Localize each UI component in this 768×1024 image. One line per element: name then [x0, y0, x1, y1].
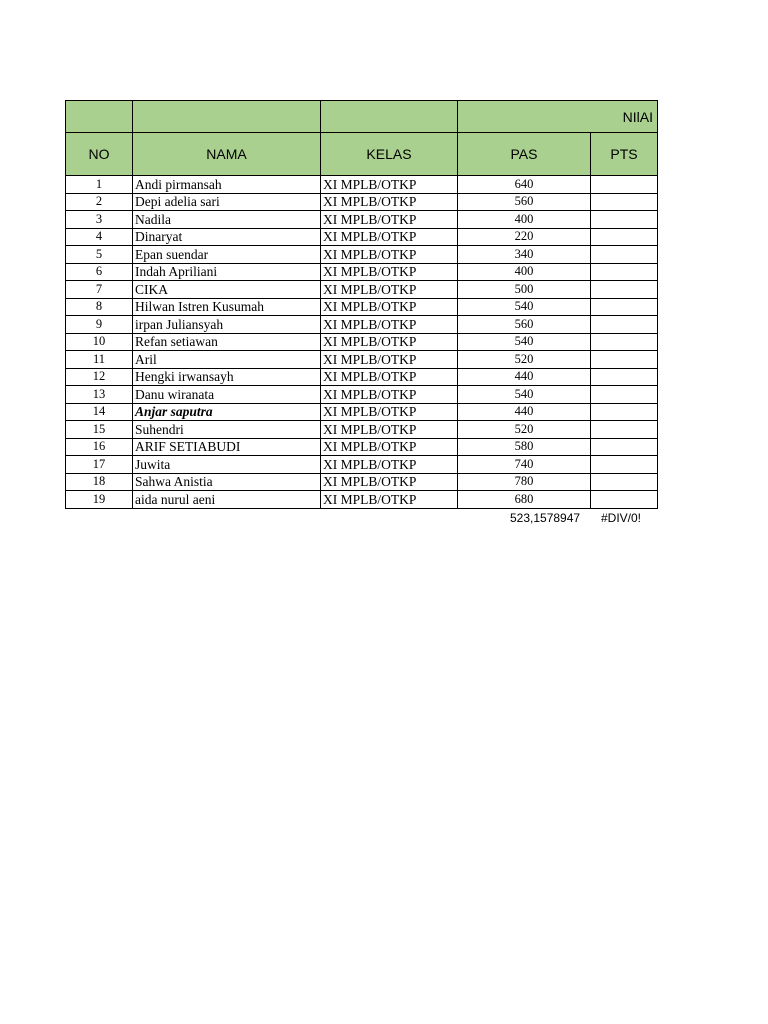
table-row — [66, 368, 658, 386]
cell-nama[interactable]: ARIF SETIABUDI — [133, 438, 321, 456]
cell-pas[interactable]: 400 — [458, 211, 591, 229]
pts-average-error[interactable]: #DIV/0! — [601, 510, 642, 525]
cell-pas[interactable]: 220 — [458, 228, 591, 246]
table-row — [66, 386, 658, 404]
cell-no[interactable]: 1 — [66, 176, 133, 194]
cell-kelas[interactable]: XI MPLB/OTKP — [321, 421, 458, 439]
cell-kelas[interactable]: XI MPLB/OTKP — [321, 473, 458, 491]
table-row — [66, 246, 658, 264]
cell-kelas[interactable]: XI MPLB/OTKP — [321, 351, 458, 369]
cell-pas[interactable]: 340 — [458, 246, 591, 264]
table-row — [66, 438, 658, 456]
table-row — [66, 491, 658, 509]
header-empty-cell[interactable] — [321, 101, 458, 133]
cell-kelas[interactable]: XI MPLB/OTKP — [321, 193, 458, 211]
cell-nama[interactable]: Epan suendar — [133, 246, 321, 264]
cell-nama[interactable]: Depi adelia sari — [133, 193, 321, 211]
header-row-columns — [66, 133, 658, 176]
grades-table — [65, 100, 658, 509]
cell-pts[interactable] — [591, 473, 658, 491]
cell-pas[interactable]: 440 — [458, 368, 591, 386]
header-empty-cell[interactable] — [133, 101, 321, 133]
cell-nama[interactable]: Aril — [133, 351, 321, 369]
cell-no[interactable]: 16 — [66, 438, 133, 456]
table-row — [66, 298, 658, 316]
cell-pas[interactable]: 400 — [458, 263, 591, 281]
cell-no[interactable]: 18 — [66, 473, 133, 491]
cell-pas[interactable]: 540 — [458, 298, 591, 316]
cell-kelas[interactable]: XI MPLB/OTKP — [321, 403, 458, 421]
table-row — [66, 316, 658, 334]
cell-pts[interactable] — [591, 298, 658, 316]
cell-pts[interactable] — [591, 421, 658, 439]
cell-pts[interactable] — [591, 228, 658, 246]
cell-pas[interactable]: 680 — [458, 491, 591, 509]
cell-nama[interactable]: Dinaryat — [133, 228, 321, 246]
nilai-header-label: NIlAI — [622, 108, 653, 125]
cell-pts[interactable] — [591, 193, 658, 211]
cell-nama[interactable]: Juwita — [133, 456, 321, 474]
cell-pas[interactable]: 580 — [458, 438, 591, 456]
cell-pts[interactable] — [591, 491, 658, 509]
cell-pts[interactable] — [591, 351, 658, 369]
cell-no[interactable]: 4 — [66, 228, 133, 246]
cell-pts[interactable] — [591, 316, 658, 334]
cell-no[interactable]: 6 — [66, 263, 133, 281]
cell-nama[interactable]: Indah Apriliani — [133, 263, 321, 281]
cell-nama[interactable]: CIKA — [133, 281, 321, 299]
cell-no[interactable]: 14 — [66, 403, 133, 421]
cell-nama[interactable]: Refan setiawan — [133, 333, 321, 351]
cell-kelas[interactable]: XI MPLB/OTKP — [321, 438, 458, 456]
cell-kelas[interactable]: XI MPLB/OTKP — [321, 333, 458, 351]
cell-pas[interactable]: 540 — [458, 333, 591, 351]
cell-no[interactable]: 13 — [66, 386, 133, 404]
cell-kelas[interactable]: XI MPLB/OTKP — [321, 316, 458, 334]
cell-pts[interactable] — [591, 211, 658, 229]
cell-nama[interactable]: Danu wiranata — [133, 386, 321, 404]
table-row — [66, 176, 658, 194]
cell-pts[interactable] — [591, 176, 658, 194]
cell-no[interactable]: 3 — [66, 211, 133, 229]
cell-nama[interactable]: Andi pirmansah — [133, 176, 321, 194]
cell-pas[interactable]: 440 — [458, 403, 591, 421]
cell-no[interactable]: 19 — [66, 491, 133, 509]
table-row — [66, 193, 658, 211]
cell-no[interactable]: 2 — [66, 193, 133, 211]
cell-no[interactable]: 12 — [66, 368, 133, 386]
cell-pas[interactable]: 500 — [458, 281, 591, 299]
cell-nama[interactable]: Hengki irwansayh — [133, 368, 321, 386]
cell-kelas[interactable]: XI MPLB/OTKP — [321, 368, 458, 386]
cell-kelas[interactable]: XI MPLB/OTKP — [321, 176, 458, 194]
cell-pas[interactable]: 540 — [458, 386, 591, 404]
cell-pts[interactable] — [591, 456, 658, 474]
cell-pts[interactable] — [591, 281, 658, 299]
column-header-nama[interactable]: NAMA — [133, 133, 321, 176]
cell-pts[interactable] — [591, 333, 658, 351]
cell-no[interactable]: 11 — [66, 351, 133, 369]
table-row — [66, 281, 658, 299]
cell-pts[interactable] — [591, 438, 658, 456]
column-header-no[interactable]: NO — [66, 133, 133, 176]
summary-row — [65, 509, 657, 527]
cell-kelas[interactable]: XI MPLB/OTKP — [321, 386, 458, 404]
cell-no[interactable]: 10 — [66, 333, 133, 351]
cell-pas[interactable]: 640 — [458, 176, 591, 194]
cell-pas[interactable]: 780 — [458, 473, 591, 491]
header-empty-cell[interactable] — [66, 101, 133, 133]
cell-nama[interactable]: Sahwa Anistia — [133, 473, 321, 491]
table-row — [66, 228, 658, 246]
cell-pts[interactable] — [591, 368, 658, 386]
cell-kelas[interactable]: XI MPLB/OTKP — [321, 211, 458, 229]
table-body — [66, 176, 658, 509]
nilai-header-cell[interactable] — [458, 101, 658, 133]
table-row — [66, 211, 658, 229]
cell-kelas[interactable]: XI MPLB/OTKP — [321, 456, 458, 474]
cell-no[interactable]: 5 — [66, 246, 133, 264]
cell-nama[interactable]: Nadila — [133, 211, 321, 229]
header-row-top — [66, 101, 658, 133]
cell-pas[interactable]: 560 — [458, 193, 591, 211]
cell-nama[interactable]: Suhendri — [133, 421, 321, 439]
pas-average-value[interactable]: 523,1578947 — [510, 510, 581, 525]
column-header-kelas[interactable]: KELAS — [321, 133, 458, 176]
cell-no[interactable]: 15 — [66, 421, 133, 439]
table-row — [66, 456, 658, 474]
cell-no[interactable]: 9 — [66, 316, 133, 334]
table-row — [66, 403, 658, 421]
cell-pts[interactable] — [591, 386, 658, 404]
column-header-pas[interactable]: PAS — [458, 133, 591, 176]
cell-kelas[interactable]: XI MPLB/OTKP — [321, 246, 458, 264]
spreadsheet-sheet — [65, 100, 657, 527]
cell-no[interactable]: 8 — [66, 298, 133, 316]
table-row — [66, 473, 658, 491]
cell-pas[interactable]: 520 — [458, 351, 591, 369]
cell-nama[interactable]: irpan Juliansyah — [133, 316, 321, 334]
table-row — [66, 263, 658, 281]
cell-pts[interactable] — [591, 263, 658, 281]
cell-pts[interactable] — [591, 246, 658, 264]
cell-pas[interactable]: 740 — [458, 456, 591, 474]
table-row — [66, 333, 658, 351]
cell-no[interactable]: 17 — [66, 456, 133, 474]
cell-kelas[interactable]: XI MPLB/OTKP — [321, 228, 458, 246]
table-row — [66, 351, 658, 369]
cell-no[interactable]: 7 — [66, 281, 133, 299]
cell-pts[interactable] — [591, 403, 658, 421]
cell-nama[interactable]: aida nurul aeni — [133, 491, 321, 509]
cell-kelas[interactable]: XI MPLB/OTKP — [321, 281, 458, 299]
column-header-pts[interactable]: PTS — [591, 133, 658, 176]
cell-pas[interactable]: 560 — [458, 316, 591, 334]
cell-nama[interactable]: Hilwan Istren Kusumah — [133, 298, 321, 316]
cell-pas[interactable]: 520 — [458, 421, 591, 439]
cell-kelas[interactable]: XI MPLB/OTKP — [321, 298, 458, 316]
cell-kelas[interactable]: XI MPLB/OTKP — [321, 491, 458, 509]
table-row — [66, 421, 658, 439]
cell-kelas[interactable]: XI MPLB/OTKP — [321, 263, 458, 281]
cell-nama[interactable]: Anjar saputra — [133, 403, 321, 421]
